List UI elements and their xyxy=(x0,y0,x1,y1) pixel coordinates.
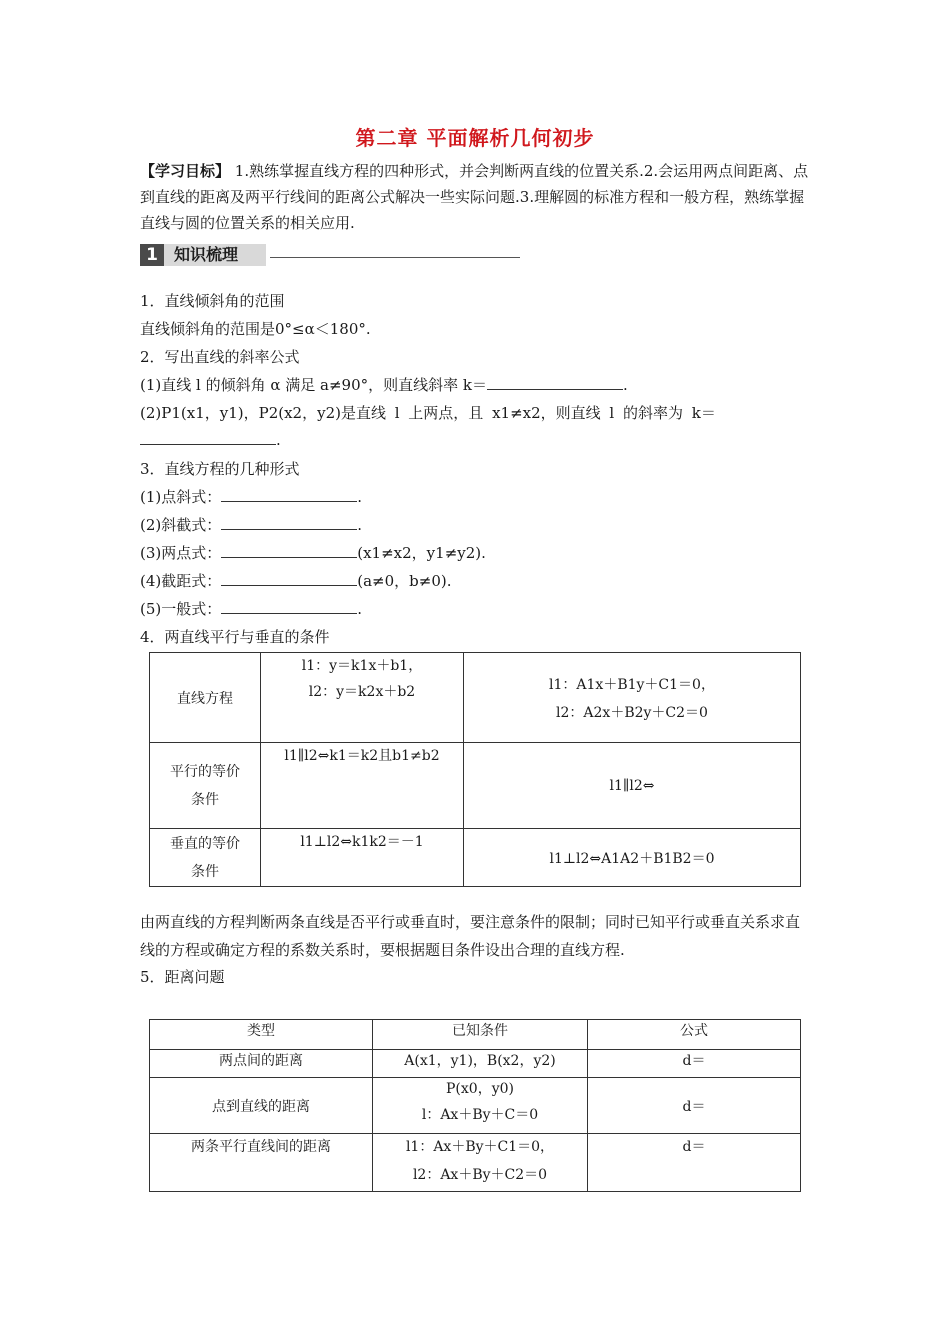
section-number: 1 xyxy=(140,244,164,266)
cell-line: 平行的等价 xyxy=(170,763,240,780)
answer-blank[interactable] xyxy=(221,487,357,502)
table-cell: 点到直线的距离 xyxy=(150,1078,373,1134)
cell-line: d＝ xyxy=(682,1139,706,1155)
table-cell xyxy=(150,829,261,887)
table-cell: d＝ xyxy=(588,1078,801,1134)
section-label: 知识梳理 xyxy=(174,245,239,264)
cell-line: 条件 xyxy=(191,791,219,808)
form-3 xyxy=(140,542,486,563)
table-header: 公式 xyxy=(588,1020,801,1050)
answer-blank[interactable] xyxy=(221,515,357,530)
objectives-tag: 【学习目标】 xyxy=(140,162,231,180)
table-row xyxy=(150,1020,801,1050)
form-1-label: (1)点斜式： xyxy=(140,488,222,506)
item-2-heading: 2．写出直线的斜率公式 xyxy=(140,348,300,366)
item-2a: (1)直线 l 的倾斜角 α 满足 a≠90°，则直线斜率 k＝ . xyxy=(140,376,628,394)
item-5-heading: 5．距离问题 xyxy=(140,968,225,986)
answer-blank[interactable] xyxy=(140,430,276,445)
table-cell xyxy=(373,1078,588,1134)
answer-blank[interactable] xyxy=(221,599,357,614)
form-3-condition: (x1≠x2，y1≠y2). xyxy=(357,544,486,562)
cell-line: l2：Ax＋By＋C2＝0 xyxy=(412,1167,548,1183)
cell-line: 垂直的等价 xyxy=(170,835,240,852)
table-row xyxy=(150,829,801,887)
table-header: 类型 xyxy=(150,1020,373,1050)
item-3-heading: 3．直线方程的几种形式 xyxy=(140,460,300,478)
table-cell: 直线方程 xyxy=(150,653,261,743)
item-1-heading: 1．直线倾斜角的范围 xyxy=(140,292,285,310)
table-cell xyxy=(261,743,464,829)
table-row xyxy=(150,1078,801,1134)
table-cell: d＝ xyxy=(588,1050,801,1078)
form-1: (1)点斜式： . xyxy=(140,488,363,506)
table-row xyxy=(150,1134,801,1192)
item-1-text: 直线倾斜角的范围是0°≤α＜180°. xyxy=(140,320,371,338)
table-cell xyxy=(261,829,464,887)
cell-line: l2：y＝k2x＋b2 xyxy=(308,684,416,700)
table-cell xyxy=(464,653,801,743)
item-4-heading: 4．两直线平行与垂直的条件 xyxy=(140,628,330,646)
table-row xyxy=(150,653,801,743)
table-row xyxy=(150,1050,801,1078)
cell-line: P(x0，y0) xyxy=(446,1081,514,1097)
form-3-label: (3)两点式： xyxy=(140,544,222,562)
table-header: 已知条件 xyxy=(373,1020,588,1050)
learning-objectives xyxy=(140,158,812,236)
table-cell xyxy=(261,653,464,743)
form-5-label: (5)一般式： xyxy=(140,600,222,618)
section-header xyxy=(140,244,266,266)
table-cell xyxy=(373,1134,588,1192)
section-divider xyxy=(270,257,520,258)
cell-line: l1∥l2⇔k1＝k2且b1≠b2 xyxy=(284,748,440,764)
answer-blank[interactable] xyxy=(487,375,623,390)
form-2-label: (2)斜截式： xyxy=(140,516,222,534)
table-cell xyxy=(150,1134,373,1192)
form-5: (5)一般式： . xyxy=(140,600,363,618)
cell-line: l1：A1x＋B1y＋C1＝0， xyxy=(549,676,715,693)
cell-line: l1：Ax＋By＋C1＝0， xyxy=(405,1139,555,1155)
parallel-perpendicular-table xyxy=(149,652,801,887)
cell-line: l2：A2x＋B2y＋C2＝0 xyxy=(556,704,708,721)
cell-line: l：Ax＋By＋C＝0 xyxy=(421,1107,539,1123)
cell-line: l1⊥l2⇔k1k2＝－1 xyxy=(300,834,424,850)
form-4-condition: (a≠0，b≠0). xyxy=(357,572,452,590)
cell-line: l1：y＝k1x＋b1， xyxy=(301,658,423,674)
item-2b-blank-line: . xyxy=(140,430,281,449)
note-paragraph: 由两直线的方程判断两条直线是否平行或垂直时，要注意条件的限制；同时已知平行或垂直关系求直线的方程或确定方程的系数关系时，要根据题目条件设出合理的直线方程. xyxy=(140,913,801,959)
table-cell: l1⊥l2⇔A1A2＋B1B2＝0 xyxy=(464,829,801,887)
form-2: (2)斜截式： . xyxy=(140,516,363,534)
cell-line: 条件 xyxy=(191,863,219,880)
objectives-text: 1.熟练掌握直线方程的四种形式，并会判断两直线的位置关系.2.会运用两点间距离、点到直线的距离及两平行线间的距离公式解决一些实际问题.3.理解圆的标准方程和一般方程，熟练掌握直线与圆的位置关系的相关应用. xyxy=(140,162,809,232)
page-title: 第二章 平面解析几何初步 xyxy=(355,126,595,150)
table-cell: A(x1，y1)，B(x2，y2) xyxy=(373,1050,588,1078)
item-2b-text: (2)P1(x1，y1)，P2(x2，y2)是直线 l 上两点，且 x1≠x2，则直线 l 的斜率为 k＝ xyxy=(140,404,716,422)
cell-line: 两条平行直线间的距离 xyxy=(191,1139,331,1155)
table-cell: 两点间的距离 xyxy=(150,1050,373,1078)
table-cell xyxy=(588,1134,801,1192)
table-row xyxy=(150,743,801,829)
answer-blank[interactable] xyxy=(221,543,357,558)
item-2a-text: (1)直线 l 的倾斜角 α 满足 a≠90°，则直线斜率 k＝ xyxy=(140,376,487,394)
form-4-label: (4)截距式： xyxy=(140,572,222,590)
distance-table xyxy=(149,1019,801,1192)
table-cell xyxy=(150,743,261,829)
table-cell: l1∥l2⇔ xyxy=(464,743,801,829)
form-4 xyxy=(140,570,452,591)
answer-blank[interactable] xyxy=(221,571,357,586)
